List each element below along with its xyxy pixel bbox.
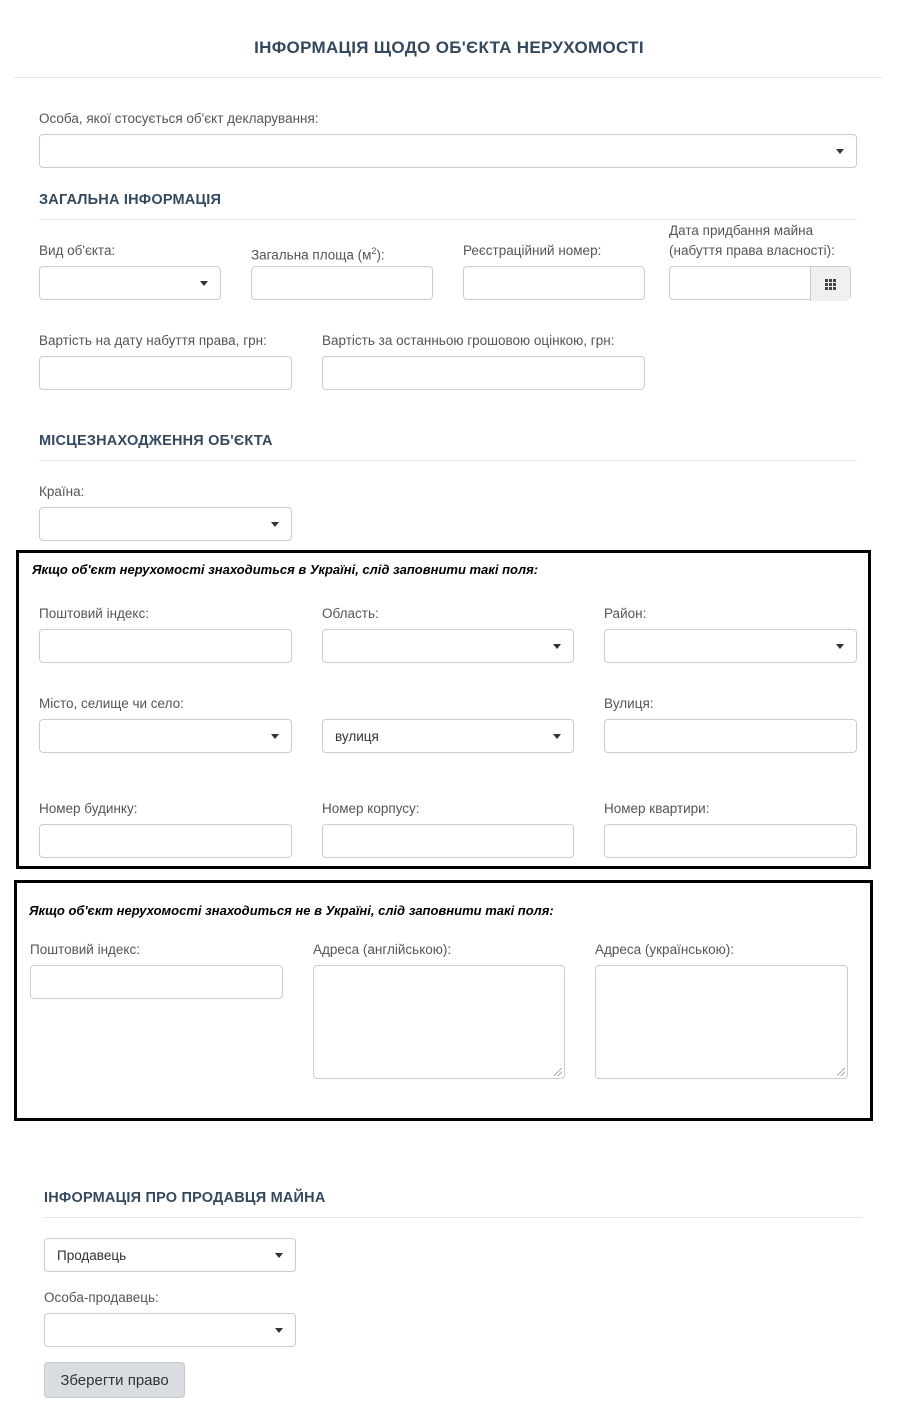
reg-number-label: Реєстраційний номер: — [463, 243, 602, 258]
address-ua-textarea[interactable] — [595, 965, 848, 1079]
page-title: ІНФОРМАЦІЯ ЩОДО ОБ'ЄКТА НЕРУХОМОСТІ — [254, 38, 644, 57]
reg-number-input[interactable] — [463, 266, 645, 300]
street-input[interactable] — [604, 719, 857, 753]
house-label: Номер будинку: — [39, 801, 138, 816]
caret-down-icon — [275, 1328, 283, 1333]
seller-person-label: Особа-продавець: — [44, 1290, 159, 1305]
district-label: Район: — [604, 606, 647, 621]
house-input[interactable] — [39, 824, 292, 858]
person-label: Особа, якої стосується об'єкт декларування: — [39, 111, 319, 126]
ua-postal-label: Поштовий індекс: — [39, 606, 149, 621]
city-label: Місто, селище чи село: — [39, 696, 184, 711]
region-label: Область: — [322, 606, 379, 621]
caret-down-icon — [553, 644, 561, 649]
city-select[interactable] — [39, 719, 292, 753]
abroad-note: Якщо об'єкт нерухомості знаходиться не в Україні, слід заповнити такі поля: — [29, 903, 554, 918]
resize-grip-icon[interactable] — [554, 1068, 562, 1076]
title-divider — [14, 77, 882, 78]
caret-down-icon — [271, 522, 279, 527]
calendar-button[interactable] — [810, 267, 850, 301]
cost-acq-label: Вартість на дату набуття права, грн: — [39, 333, 267, 348]
building-label: Номер корпусу: — [322, 801, 420, 816]
seller-select-value: Продавець — [57, 1247, 127, 1263]
district-select[interactable] — [604, 629, 857, 663]
street-type-select[interactable] — [322, 719, 574, 753]
person-select[interactable] — [39, 134, 857, 168]
country-label: Країна: — [39, 484, 85, 499]
building-input[interactable] — [322, 824, 574, 858]
calendar-grid-icon — [825, 279, 836, 290]
region-select[interactable] — [322, 629, 574, 663]
ua-postal-input[interactable] — [39, 629, 292, 663]
area-label-suffix: ): — [376, 247, 385, 263]
general-heading: ЗАГАЛЬНА ІНФОРМАЦІЯ — [39, 192, 222, 208]
seller-person-select[interactable] — [44, 1313, 296, 1347]
area-label — [251, 241, 385, 266]
apartment-input[interactable] — [604, 824, 857, 858]
resize-grip-icon[interactable] — [837, 1068, 845, 1076]
date-label-line1: Дата придбання майна — [669, 223, 814, 238]
seller-divider — [44, 1217, 862, 1218]
caret-down-icon — [200, 281, 208, 286]
seller-select[interactable] — [44, 1238, 296, 1272]
general-divider — [39, 219, 857, 220]
country-select[interactable] — [39, 507, 292, 541]
address-en-textarea[interactable] — [313, 965, 565, 1079]
location-heading: МІСЦЕЗНАХОДЖЕННЯ ОБ'ЄКТА — [39, 433, 273, 449]
seller-heading: ІНФОРМАЦІЯ ПРО ПРОДАВЦЯ МАЙНА — [44, 1190, 326, 1206]
ukraine-note: Якщо об'єкт нерухомості знаходиться в Україні, слід заповнити такі поля: — [32, 562, 539, 577]
area-label-prefix: Загальна площа (м — [251, 247, 372, 263]
address-ua-label: Адреса (українською): — [595, 942, 735, 957]
location-divider — [39, 460, 857, 461]
area-label-sup: 2 — [371, 246, 377, 256]
object-type-select[interactable] — [39, 266, 221, 300]
street-type-value: вулиця — [335, 728, 379, 744]
caret-down-icon — [553, 734, 561, 739]
abroad-postal-input[interactable] — [30, 965, 283, 999]
caret-down-icon — [271, 734, 279, 739]
caret-down-icon — [275, 1253, 283, 1258]
date-input[interactable] — [669, 266, 851, 300]
date-label-line2: (набуття права власності): — [669, 243, 835, 258]
apartment-label: Номер квартири: — [604, 801, 710, 816]
abroad-postal-label: Поштовий індекс: — [30, 942, 140, 957]
cost-eval-label: Вартість за останньою грошовою оцінкою, грн: — [322, 333, 615, 348]
object-type-label: Вид об'єкта: — [39, 243, 116, 258]
street-label: Вулиця: — [604, 696, 654, 711]
address-en-label: Адреса (англійською): — [313, 942, 452, 957]
save-button[interactable]: Зберегти право — [44, 1362, 185, 1398]
cost-acq-input[interactable] — [39, 356, 292, 390]
caret-down-icon — [836, 149, 844, 154]
area-input[interactable] — [251, 266, 433, 300]
caret-down-icon — [836, 644, 844, 649]
cost-eval-input[interactable] — [322, 356, 645, 390]
